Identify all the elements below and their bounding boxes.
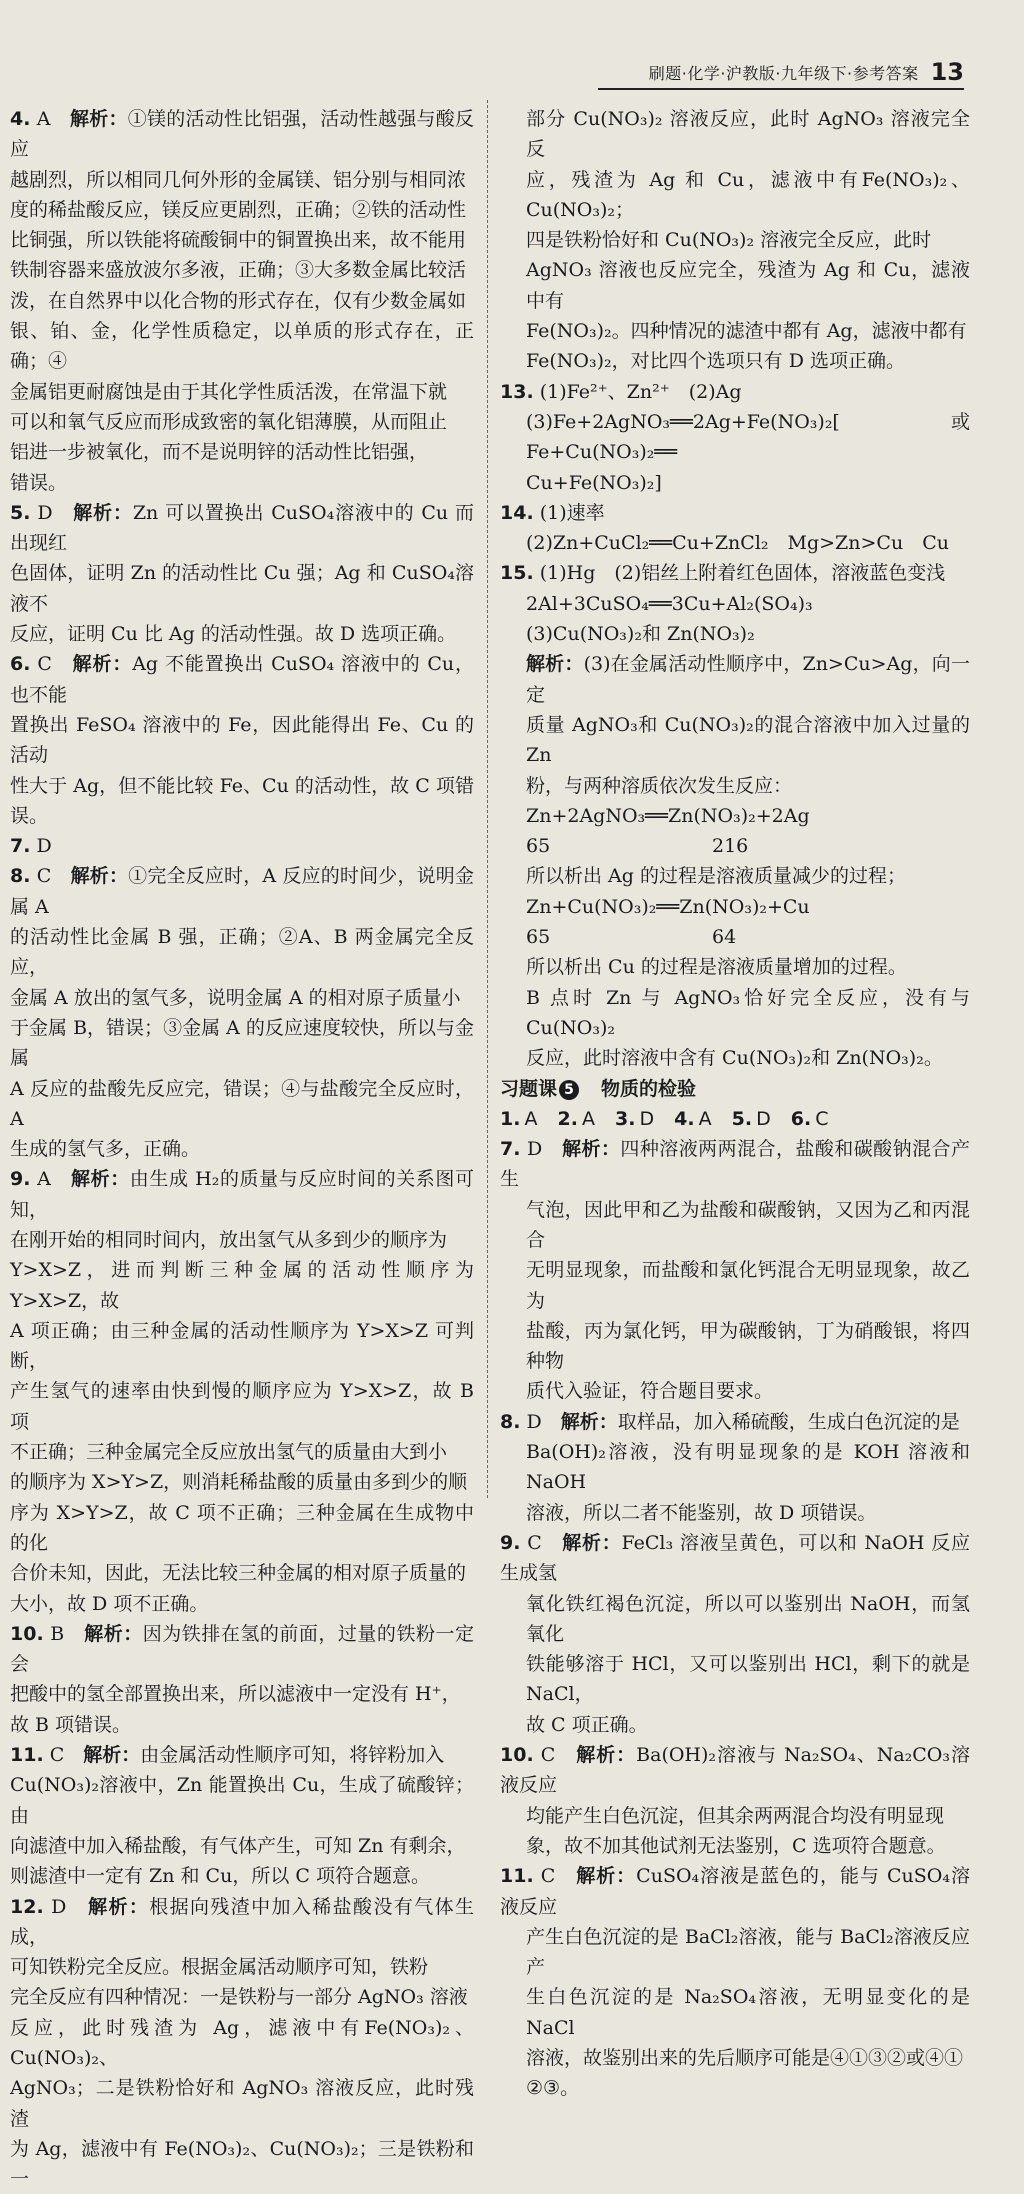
text-line: 质量 AgNO₃和 Cu(NO₃)₂的混合溶液中加入过量的 Zn: [526, 713, 970, 767]
answer-choice: D: [639, 1107, 655, 1130]
analysis-label: 解析：: [71, 1168, 130, 1191]
short-answer: [615, 1108, 654, 1130]
text-line: Cu+Fe(NO₃)₂]: [526, 471, 662, 494]
text-line: ②③。: [526, 2077, 580, 2100]
text-line: 完全反应有四种情况：一是铁粉与一部分 AgNO₃ 溶液: [10, 1986, 468, 2009]
text-line: 铁制容器来盛放波尔多液，正确；③大多数金属比较活: [10, 259, 467, 282]
text-line: 均能产生白色沉淀，但其余两两混合均没有明显现: [526, 1804, 945, 1827]
text-line: 色固体，证明 Zn 的活动性比 Cu 强；Ag 和 CuSO₄溶液不: [10, 562, 474, 615]
mass-value: 216: [712, 835, 749, 858]
answer-choice: A: [36, 108, 51, 130]
question-number: 7.: [500, 1138, 521, 1161]
text-line: 故 B 项错误。: [10, 1713, 132, 1736]
answer-choice: B: [50, 1622, 65, 1645]
text-line: A 反应的盐酸先反应完，错误；④与盐酸完全反应时，A: [10, 1077, 474, 1130]
text-line: 生成的氢气多，正确。: [10, 1138, 201, 1161]
text-line: 质代入验证，符合题目要求。: [526, 1380, 774, 1403]
mass-value: 65: [526, 835, 551, 858]
text-line: 可以和氧气反应而形成致密的氧化铝薄膜，从而阻止: [10, 410, 448, 433]
text-line: 则滤渣中一定有 Zn 和 Cu，所以 C 项符合题意。: [10, 1865, 430, 1888]
text-line: 取样品，加入稀硫酸，生成白色沉淀的是: [617, 1410, 960, 1433]
analysis-label: 解析：: [72, 653, 133, 676]
question-number: 5.: [10, 501, 31, 524]
text-line: CuSO₄溶液是蓝色的，能与 CuSO₄溶液反应: [500, 1865, 970, 1918]
text-line: Ba(OH)₂溶液，没有明显现象的是 KOH 溶液和 NaOH: [526, 1441, 970, 1494]
answer-item-10: [10, 1619, 474, 1740]
mass-value: 64: [712, 926, 737, 949]
answer-choice: D: [37, 501, 53, 524]
text-line: 性大于 Ag，但不能比较 Fe、Cu 的活动性，故 C 项错误。: [10, 774, 474, 827]
answer-choice: D: [526, 1138, 543, 1161]
text-line: 金属铝更耐腐蚀是由于其化学性质活泼，在常温下就: [10, 380, 448, 403]
answer-choice: C: [540, 1865, 556, 1888]
right-column: [500, 104, 970, 2104]
mass-value: 65: [526, 926, 551, 949]
header-rule: [598, 88, 964, 90]
text-line: 银、铂、金，化学性质稳定，以单质的形式存在，正确；④: [10, 320, 474, 373]
question-number: 6.: [790, 1107, 812, 1130]
short-answer: [791, 1108, 829, 1130]
text-line: 越剧烈，所以相同几何外形的金属镁、铝分别与相同浓: [10, 168, 467, 191]
text-line: Cu(NO₃)₂溶液中，Zn 能置换出 Cu，生成了硫酸锌；由: [10, 1774, 474, 1827]
text-line: 向滤渣中加入稀盐酸，有气体产生，可知 Zn 有剩余，: [10, 1834, 466, 1857]
answer-item-4: [10, 104, 474, 498]
analysis-label: 解析：: [526, 653, 584, 676]
question-number: 15.: [500, 562, 534, 585]
text-line: 所以析出 Ag 的过程是溶液质量减少的过程；: [526, 865, 906, 888]
text-line: 由生成 H₂的质量与反应时间的关系图可知，: [10, 1168, 474, 1221]
analysis-label: 解析：: [83, 1744, 141, 1767]
text-line: 为 Ag，滤液中有 Fe(NO₃)₂、Cu(NO₃)₂；三是铁粉和一: [10, 2137, 474, 2191]
text-line: 根据向残渣中加入稀盐酸没有气体生成，: [10, 1895, 474, 1948]
answer-item-11: [10, 1740, 474, 1891]
question-number: 7.: [10, 835, 31, 858]
analysis-label: 解析：: [70, 865, 129, 888]
question-number: 13.: [500, 380, 534, 403]
answer-choice: C: [37, 653, 52, 676]
answer-choice: C: [540, 1744, 556, 1767]
text-line: 铝进一步被氧化，而不是说明锌的活动性比铝强，: [10, 441, 429, 464]
answer-choice: C: [527, 1531, 542, 1554]
analysis-label: 解析：: [73, 501, 133, 524]
answer-item-7: [10, 831, 474, 861]
question-number: 9.: [500, 1531, 521, 1554]
text-line: 的顺序为 X>Y>Z，则消耗稀盐酸的质量由多到少的顺: [10, 1471, 468, 1494]
text-line: Ba(OH)₂溶液与 Na₂SO₄、Na₂CO₃溶液反应: [500, 1744, 970, 1797]
short-answers-row: [500, 1104, 970, 1134]
text-line: 无明显现象，而盐酸和氯化钙混合无明显现象，故乙为: [526, 1259, 970, 1312]
answer-item-14: [500, 498, 970, 559]
text-line: 氧化铁红褐色沉淀，所以可以鉴别出 NaOH，而氢氧化: [526, 1592, 970, 1645]
text-line: 生白色沉淀的是 Na₂SO₄溶液，无明显变化的是 NaCl: [526, 1986, 970, 2039]
answer-item-9: [10, 1164, 474, 1618]
text-line: Zn 可以置换出 CuSO₄溶液中的 Cu 而出现红: [10, 501, 474, 555]
text-line: (1)Fe²⁺、Zn²⁺ (2)Ag: [539, 380, 742, 403]
answer-item-8: [10, 861, 474, 1164]
section-item-9: [500, 1528, 970, 1740]
text-line: 2Al+3CuSO₄══3Cu+Al₂(SO₄)₃: [526, 592, 813, 615]
section-item-8: [500, 1407, 970, 1528]
analysis-label: 解析：: [560, 1410, 618, 1433]
text-line: 四是铁粉恰好和 Cu(NO₃)₂ 溶液完全反应，此时: [526, 229, 932, 252]
question-number: 4.: [674, 1107, 695, 1130]
text-line: 金属 A 放出的氢气多，说明金属 A 的相对原子质量小: [10, 986, 461, 1009]
text-line: Fe(NO₃)₂。四种情况的滤渣中都有 Ag，滤液中都有: [526, 320, 967, 343]
short-answer: [674, 1108, 711, 1130]
question-number: 14.: [500, 501, 534, 524]
section-item-11: [500, 1861, 970, 2103]
text-line: (1)Hg (2)铝丝上附着红色固体，溶液蓝色变浅: [539, 562, 946, 585]
answer-item-6: [10, 649, 474, 831]
text-line: 大小，故 D 项不正确。: [10, 1592, 209, 1615]
text-line: 因为铁排在氢的前面，过量的铁粉一定会: [10, 1622, 474, 1676]
text-line: AgNO₃；二是铁粉恰好和 AgNO₃ 溶液反应，此时残渣: [10, 2077, 474, 2130]
text-line: Ag 不能置换出 CuSO₄ 溶液中的 Cu，也不能: [10, 653, 474, 706]
question-number: 8.: [500, 1410, 521, 1433]
question-number: 11.: [10, 1744, 44, 1767]
text-line: 错误。: [10, 471, 68, 494]
equation: Zn+2AgNO₃══Zn(NO₃)₂+2Ag: [526, 804, 810, 827]
text-line: 可知铁粉完全反应。根据金属活动顺序可知，铁粉: [10, 1956, 429, 1979]
section-name: 物质的检验: [601, 1077, 697, 1100]
text-line: ①完全反应时，A 反应的时间少，说明金属 A: [10, 865, 474, 918]
text-line: FeCl₃ 溶液呈黄色，可以和 NaOH 反应生成氢: [500, 1531, 970, 1585]
short-answer: [732, 1108, 771, 1130]
text-line: 泼，在自然界中以化合物的形式存在，仅有少数金属如: [10, 289, 467, 312]
text-line: (2)Zn+CuCl₂══Cu+ZnCl₂ Mg>Zn>Cu Cu: [526, 532, 949, 555]
text-line: B 点时 Zn 与 AgNO₃恰好完全反应，没有与 Cu(NO₃)₂: [526, 986, 970, 1039]
section-item-10: [500, 1740, 970, 1861]
text-line: 序为 X>Y>Z，故 C 项不正确；三种金属在生成物中的化: [10, 1501, 474, 1554]
answer-item-5: [10, 498, 474, 649]
text-line: 合价未知，因此，无法比较三种金属的相对原子质量的: [10, 1562, 467, 1585]
text-line: 反应，此时溶液中含有 Cu(NO₃)₂和 Zn(NO₃)₂。: [526, 1047, 943, 1070]
text-line: 比铜强，所以铁能将硫酸铜中的铜置换出来，故不能用: [10, 229, 467, 252]
text-line: 所以析出 Cu 的过程是溶液质量增加的过程。: [526, 956, 907, 979]
section-item-7: [500, 1134, 970, 1407]
answer-item-12-continued: [500, 104, 970, 377]
text-line: 气泡，因此甲和乙为盐酸和碳酸钠，又因为乙和丙混合: [526, 1198, 970, 1251]
text-line: A 项正确；由三种金属的活动性顺序为 Y>X>Z 可判断，: [10, 1319, 474, 1373]
text-line: 故 C 项正确。: [526, 1713, 648, 1736]
section-number-badge: 5: [559, 1080, 579, 1100]
analysis-label: 解析：: [562, 1138, 621, 1161]
text-line: 的活动性比金属 B 强，正确；②A、B 两金属完全反应，: [10, 926, 474, 979]
text-line: 置换出 FeSO₄ 溶液中的 Fe，因此能得出 Fe、Cu 的活动: [10, 713, 474, 767]
answer-item-13: [500, 377, 970, 498]
text-line: 不正确；三种金属完全反应放出氢气的质量由大到小: [10, 1441, 448, 1464]
text-line: 产生白色沉淀的是 BaCl₂溶液，能与 BaCl₂溶液反应产: [526, 1925, 970, 1979]
answer-choice: C: [49, 1744, 65, 1767]
answer-choice: A: [581, 1107, 595, 1130]
section-prefix: 习题课: [500, 1077, 558, 1100]
question-number: 10.: [500, 1744, 534, 1767]
text-line: 在刚开始的相同时间内，放出氢气从多到少的顺序为: [10, 1228, 448, 1251]
text-line: 部分 Cu(NO₃)₂ 溶液反应，此时 AgNO₃ 溶液完全反: [526, 108, 970, 161]
equation-masses: [500, 922, 970, 952]
question-number: 9.: [10, 1168, 31, 1191]
column-divider: [487, 100, 488, 1498]
question-number: 8.: [10, 865, 31, 888]
analysis-label: 解析：: [576, 1865, 637, 1888]
text-line: 于金属 B，错误；③金属 A 的反应速度较快，所以与金属: [10, 1016, 474, 1070]
text-line: 铁能够溶于 HCl，又可以鉴别出 HCl，剩下的就是 NaCl，: [526, 1653, 970, 1706]
text-line: (3)Fe+2AgNO₃══2Ag+Fe(NO₃)₂[或 Fe+Cu(NO₃)₂══: [526, 410, 970, 464]
left-column: [10, 104, 474, 2194]
text-line: 粉，与两种溶质依次发生反应：: [526, 774, 793, 797]
question-number: 1.: [500, 1107, 521, 1130]
equation: Zn+Cu(NO₃)₂══Zn(NO₃)₂+Cu: [526, 895, 810, 918]
answer-choice: A: [37, 1168, 51, 1191]
answer-choice: D: [756, 1107, 771, 1130]
text-line: 由金属活动性顺序可知，将锌粉加入: [140, 1744, 445, 1767]
header-title: 刷题·化学·沪教版·九年级下·参考答案: [648, 64, 919, 83]
text-line: 把酸中的氢全部置换出来，所以滤液中一定没有 H⁺，: [10, 1683, 461, 1706]
text-line: 象，故不加其他试剂无法鉴别，C 选项符合题意。: [526, 1834, 946, 1857]
question-number: 5.: [731, 1107, 753, 1130]
text-line: (1)速率: [539, 501, 605, 524]
analysis-label: 解析：: [84, 1622, 143, 1645]
question-number: 6.: [10, 653, 31, 676]
equation-masses: [500, 831, 970, 861]
question-number: 2.: [557, 1107, 578, 1130]
text-line: 反应，此时残渣为 Ag，滤液中有Fe(NO₃)₂、Cu(NO₃)₂、: [10, 2016, 474, 2069]
question-number: 3.: [615, 1107, 636, 1130]
short-answer: [500, 1108, 537, 1130]
question-number: 12.: [10, 1895, 44, 1918]
answer-choice: C: [36, 865, 52, 888]
text-line: 盐酸，丙为氯化钙，甲为碳酸钠，丁为硝酸银，将四种物: [526, 1319, 970, 1373]
page-header: [598, 50, 964, 84]
answer-choice: D: [36, 835, 52, 858]
analysis-label: 解析：: [69, 108, 128, 130]
text-line: (3)Cu(NO₃)₂和 Zn(NO₃)₂: [526, 623, 755, 646]
section-title: [500, 1074, 970, 1104]
text-line: Fe(NO₃)₂，对比四个选项只有 D 选项正确。: [526, 350, 905, 373]
answer-item-12: [10, 1892, 474, 2194]
answer-choice: A: [698, 1107, 712, 1130]
text-line: 应，残渣为 Ag 和 Cu，滤液中有Fe(NO₃)₂、Cu(NO₃)₂；: [526, 168, 970, 221]
analysis-label: 解析：: [576, 1744, 637, 1767]
analysis-label: 解析：: [88, 1895, 150, 1918]
text-line: 产生氢气的速率由快到慢的顺序应为 Y>X>Z，故 B 项: [10, 1380, 474, 1433]
answer-choice: A: [524, 1107, 538, 1130]
text-line: (3)在金属活动性顺序中，Zn>Cu>Ag，向一定: [526, 653, 970, 706]
text-line: 溶液，所以二者不能鉴别，故 D 项错误。: [526, 1501, 877, 1524]
text-line: 四种溶液两两混合，盐酸和碳酸钠混合产生: [500, 1138, 970, 1191]
answer-item-15: [500, 558, 970, 1073]
text-line: 度的稀盐酸反应，镁反应更剧烈，正确；②铁的活动性: [10, 198, 467, 221]
question-number: 4.: [10, 108, 31, 130]
question-number: 11.: [500, 1865, 534, 1888]
page-number: 13: [930, 58, 964, 86]
text-line: AgNO₃ 溶液也反应完全，残渣为 Ag 和 Cu，滤液中有: [526, 259, 970, 312]
answer-choice: C: [815, 1107, 829, 1130]
answer-choice: D: [51, 1895, 67, 1918]
short-answer: [558, 1108, 595, 1130]
text-line: 溶液，故鉴别出来的先后顺序可能是④①③②或④①: [526, 2047, 964, 2069]
text-line: ①镁的活动性比铝强，活动性越强与酸反应: [10, 108, 474, 161]
text-line: Y>X>Z，进而判断三种金属的活动性顺序为 Y>X>Z，故: [10, 1259, 474, 1312]
question-number: 10.: [10, 1622, 44, 1645]
analysis-label: 解析：: [562, 1531, 622, 1554]
text-line: 反应，证明 Cu 比 Ag 的活动性强。故 D 选项正确。: [10, 623, 457, 646]
answer-choice: D: [526, 1410, 542, 1433]
